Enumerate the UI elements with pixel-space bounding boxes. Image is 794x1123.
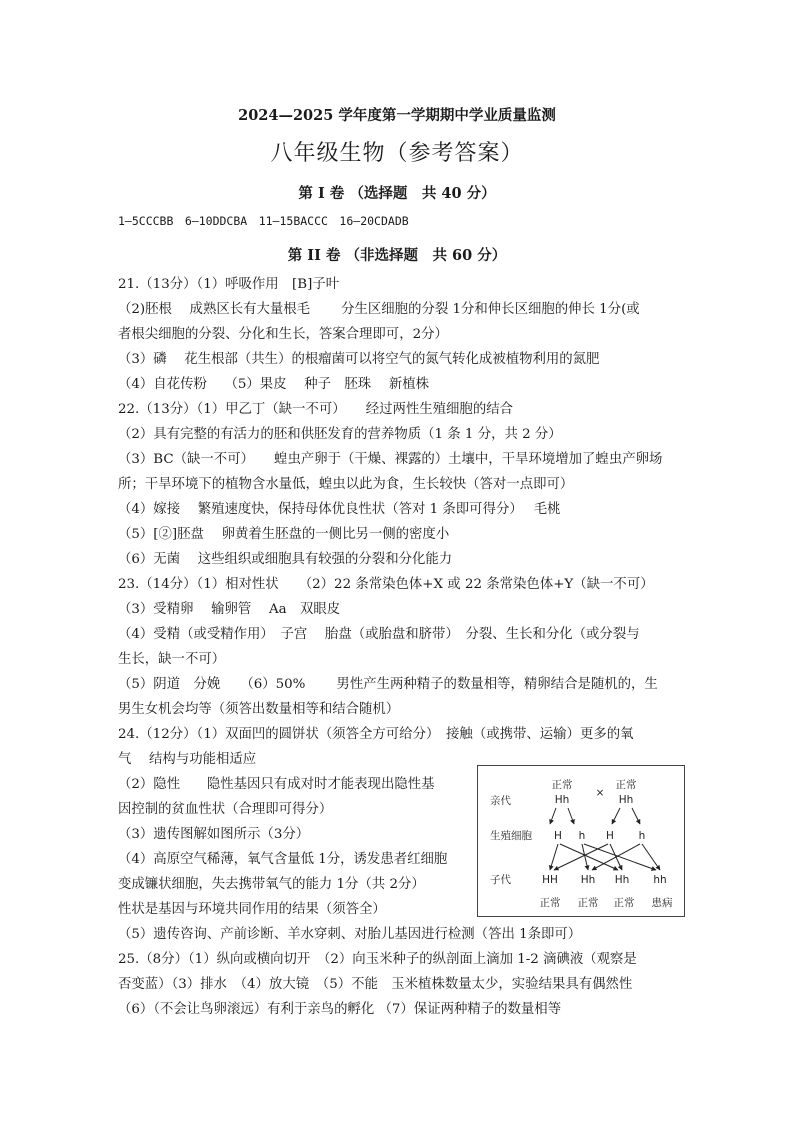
answer-line: 所；干旱环境下的植物含水量低，蝗虫以此为食，生长较快（答对一点即可）	[118, 477, 574, 492]
arrow	[612, 808, 620, 824]
offspring-phenotype: 正常	[613, 897, 635, 909]
answer-line: 24.（12分）（1）双面凹的圆饼状（须答全方可给分） 接触（或携带、运输）更多的氧	[118, 727, 634, 742]
parent-genotype: Hh	[618, 794, 634, 806]
row-label-gametes: 生殖细胞	[490, 830, 532, 842]
arrow	[582, 844, 588, 870]
arrow	[560, 844, 618, 870]
parent-phenotype: 正常	[551, 779, 573, 791]
answer-line: 性状是基因与环境共同作用的结果（须答全）	[118, 902, 386, 917]
choice-answers: 1—5CCCBB 6—10DDCBA 11—15BACCC 16—20CDADB	[118, 214, 409, 228]
offspring-genotype: HH	[542, 874, 558, 886]
arrow	[632, 808, 640, 824]
gamete: H	[606, 830, 614, 842]
answer-line: （4）自花传粉 （5）果皮 种子 胚珠 新植株	[118, 377, 430, 392]
answer-line: 21.（13分）（1）呼吸作用 [B]子叶	[118, 277, 340, 292]
answer-line: （2）具有完整的有活力的胚和供胚发育的营养物质（1 条 1 分，共 2 分）	[118, 427, 562, 442]
answer-line: 变成镰状细胞，失去携带氧气的能力 1分（共 2分）	[118, 877, 425, 892]
arrow	[568, 808, 574, 824]
answer-line: 气 结构与功能相适应	[118, 752, 257, 767]
gamete: H	[554, 830, 562, 842]
offspring-genotype: hh	[653, 874, 667, 886]
answer-line: （4）嫁接 繁殖速度快，保持母体优良性状（答对 1 条即可得分） 毛桃	[118, 502, 561, 517]
part2-heading: 第 II 卷 （非选择题 共 60 分）	[287, 247, 507, 264]
answer-line: （3）遗传图解如图所示（3分）	[118, 827, 310, 842]
genetic-cross-diagram	[477, 765, 685, 917]
answer-line: （6）（不会让鸟卵滚远）有利于亲鸟的孵化 （7）保证两种精子的数量相等	[118, 1002, 562, 1017]
answer-line: 23.（14分）（1）相对性状 （2）22 条常染色体+X 或 22 条常染色体+Y（缺一不可）	[118, 577, 654, 592]
answer-line: （2)胚根 成熟区长有大量根毛 分生区细胞的分裂 1分和伸长区细胞的伸长 1分(或	[118, 302, 640, 317]
row-label-offspring: 子代	[490, 874, 511, 886]
doc-subtitle: 八年级生物（参考答案）	[270, 141, 524, 166]
answer-line: （4）高原空气稀薄，氧气含量低 1分，诱发患者红细胞	[118, 852, 448, 867]
row-label-parents: 亲代	[490, 795, 511, 807]
gamete: h	[578, 830, 586, 842]
gamete: h	[638, 830, 646, 842]
answer-line: （5）阴道 分娩 （6）50% 男性产生两种精子的数量相等，精卵结合是随机的，生	[118, 677, 658, 692]
doc-title: 2024—2025 学年度第一学期期中学业质量监测	[238, 107, 556, 124]
answer-line: 生长，缺一不可）	[118, 652, 226, 667]
answer-line: （2）隐性 隐性基因只有成对时才能表现出隐性基	[118, 777, 435, 792]
answer-line: 男生女机会均等（须答出数量相等和结合随机）	[118, 702, 400, 717]
parent-phenotype: 正常	[615, 779, 637, 791]
parent-genotype: Hh	[554, 794, 570, 806]
answer-line: 22.（13分）（1）甲乙丁（缺一不可） 经过两性生殖细胞的结合	[118, 402, 513, 417]
answer-line: 否变蓝）（3）排水 （4）放大镜 （5）不能 玉米植株数量太少，实验结果具有偶然性	[118, 977, 633, 992]
answer-line: （3）磷 花生根部（共生）的根瘤菌可以将空气的氮气转化成被植物利用的氮肥	[118, 352, 600, 367]
answer-line: 者根尖细胞的分裂、分化和生长，答案合理即可，2分）	[118, 327, 448, 342]
offspring-genotype: Hh	[614, 874, 630, 886]
answer-line: （5）[②]胚盘 卵黄着生胚盘的一侧比另一侧的密度小	[118, 527, 450, 542]
answer-line: 因控制的贫血性状（合理即可得分）	[118, 802, 333, 817]
cross-symbol: ×	[595, 787, 605, 799]
part1-heading: 第 I 卷 （选择题 共 40 分）	[298, 185, 496, 202]
offspring-genotype: Hh	[580, 874, 596, 886]
genetic-cross-svg	[478, 766, 684, 916]
answer-line: （3）BC（缺一不可） 蝗虫产卵于（干燥、裸露的）土壤中，干旱环境增加了蝗虫产卵场	[118, 452, 663, 467]
answer-line: （5）遗传咨询、产前诊断、羊水穿刺、对胎儿基因进行检测（答出 1条即可）	[118, 927, 582, 942]
offspring-phenotype: 正常	[539, 897, 561, 909]
answer-line: （6）无菌 这些组织或细胞具有较强的分裂和分化能力	[118, 552, 453, 567]
answer-line: 25.（8分）（1）纵向或横向切开 （2）向玉米种子的纵剖面上滴加 1-2 滴碘液（观察是	[118, 952, 637, 967]
arrow	[550, 808, 556, 824]
answer-line: （3）受精卵 输卵管 Aa 双眼皮	[118, 602, 341, 617]
answer-line: （4）受精（或受精作用） 子宫 胎盘（或胎盘和脐带） 分裂、生长和分化（或分裂与	[118, 627, 640, 642]
offspring-phenotype: 患病	[651, 897, 673, 909]
arrow	[550, 844, 558, 870]
offspring-phenotype: 正常	[577, 897, 599, 909]
